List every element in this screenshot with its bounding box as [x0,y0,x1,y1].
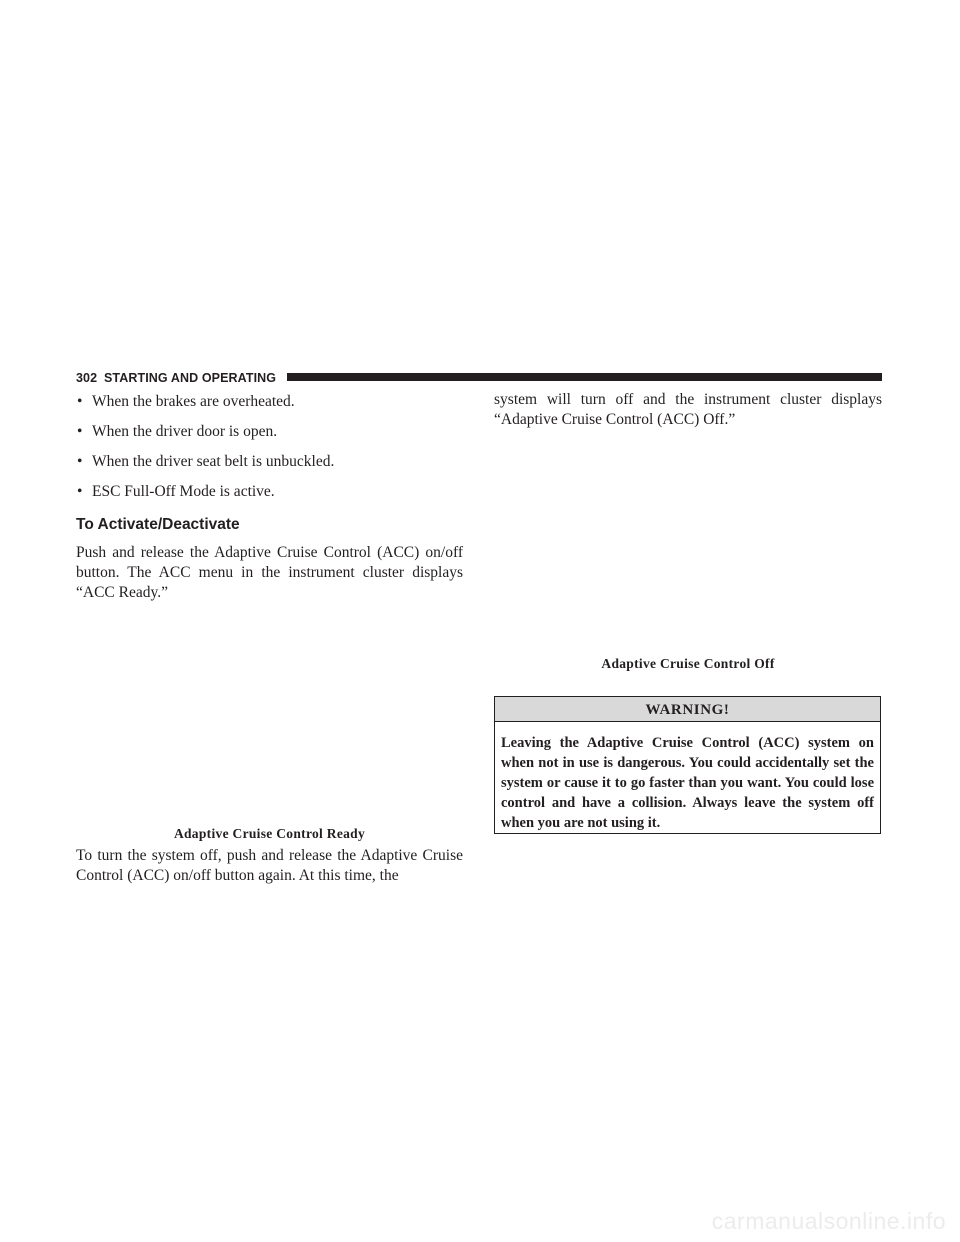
figure-caption-ready: Adaptive Cruise Control Ready [173,826,366,841]
acc-ready-figure [76,603,463,826]
warning-text: Leaving the Adaptive Cruise Control (ACC) system on when not in use is dangerous. You could accidentally set the system or cause it to go faster than you want. You could lose control and have a collision. Always leave the system off when you are not using it. [501,735,874,831]
section-heading: To Activate/Deactivate [76,516,240,533]
watermark: carmanualsonline.info [711,1208,946,1234]
acc-off-figure [494,430,882,656]
page-header [76,369,882,389]
list-item: • When the driver door is open. [77,423,278,440]
warning-title: WARNING! [495,697,880,722]
list-item: • ESC Full-Off Mode is active. [77,483,275,500]
section-title: STARTING AND OPERATING [104,371,277,385]
warning-box [494,696,881,834]
header-rule [287,373,882,381]
deactivate-paragraph: To turn the system off, push and release the Adaptive Cruise Control (ACC) on/off button again. At this time, the [76,847,463,884]
bullet-icon: • [77,393,83,410]
list-item: • When the driver seat belt is unbuckled. [77,453,335,470]
bullet-icon: • [77,423,83,440]
activate-paragraph: Push and release the Adaptive Cruise Control (ACC) on/off button. The ACC menu in the instrument cluster displays “ACC Ready.” [76,544,463,601]
list-item: • When the brakes are overheated. [77,393,295,410]
condition-list [76,392,463,502]
bullet-icon: • [77,483,83,500]
page-number: 302 [76,371,98,385]
figure-caption-off: Adaptive Cruise Control Off [601,656,775,671]
left-column [76,390,463,886]
right-column [494,390,882,672]
off-paragraph: system will turn off and the instrument cluster displays “Adaptive Cruise Control (ACC) Off.” [494,391,882,428]
bullet-icon: • [77,453,83,470]
